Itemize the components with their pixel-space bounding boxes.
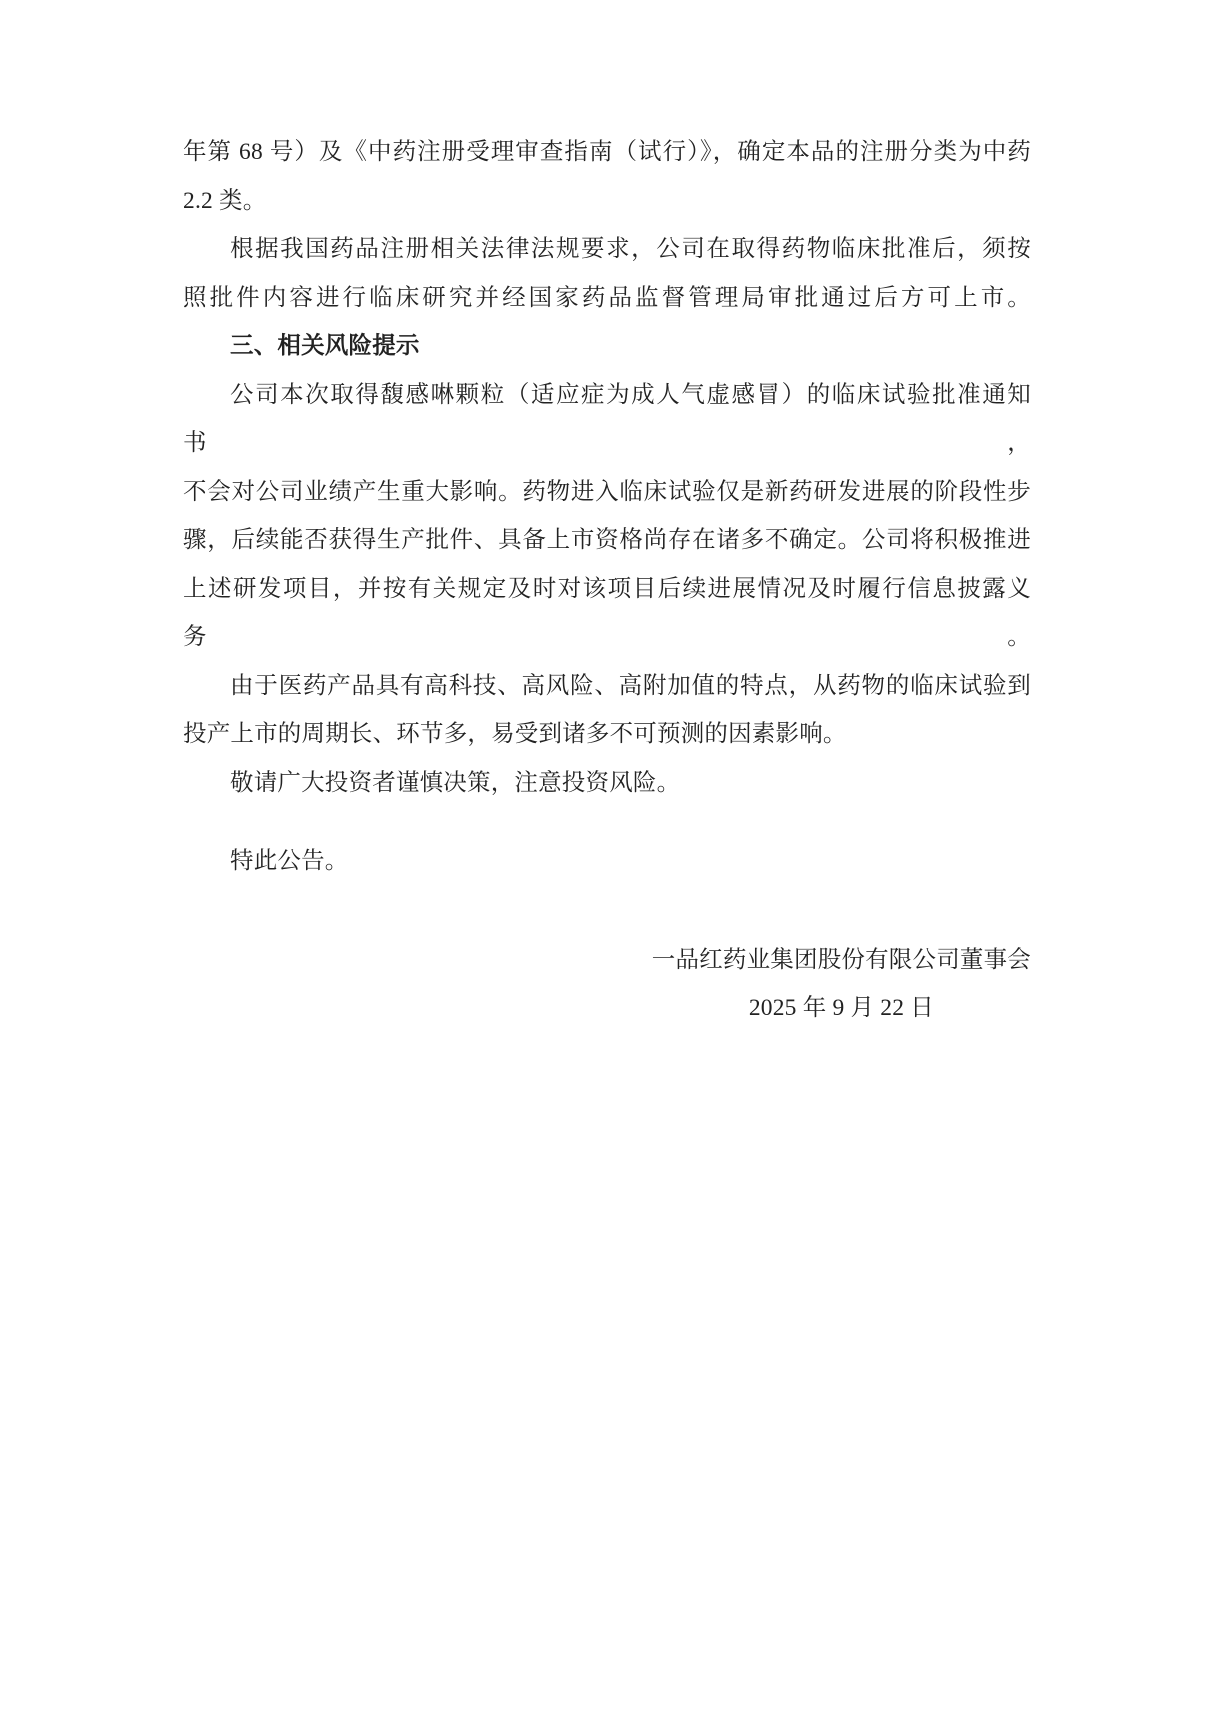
section-heading-risk: 三、相关风险提示 xyxy=(230,333,420,359)
document-line: 骤，后续能否获得生产批件、具备上市资格尚存在诸多不确定。公司将积极推进 xyxy=(183,527,1031,553)
document-line: 不会对公司业绩产生重大影响。药物进入临床试验仅是新药研发进展的阶段性步 xyxy=(183,478,1031,505)
signature-company: 一品红药业集团股份有限公司董事会 xyxy=(651,946,1031,973)
signature-block xyxy=(652,936,1031,1033)
document-line: 公司本次取得馥感啉颗粒（适应症为成人气虚感冒）的临床试验批准通知书， xyxy=(183,381,1031,456)
document-body xyxy=(183,128,1031,1033)
closing-statement: 特此公告。 xyxy=(230,848,349,874)
document-line: 照批件内容进行临床研究并经国家药品监督管理局审批通过后方可上市。 xyxy=(183,284,1031,311)
document-line: 年第 68 号）及《中药注册受理审查指南（试行）》，确定本品的注册分类为中药 xyxy=(183,139,1031,165)
document-line: 由于医药产品具有高科技、高风险、高附加值的特点，从药物的临床试验到 xyxy=(230,672,1031,699)
document-line: 敬请广大投资者谨慎决策，注意投资风险。 xyxy=(230,769,681,796)
document-line: 投产上市的周期长、环节多，易受到诸多不可预测的因素影响。 xyxy=(183,721,847,747)
document-line: 上述研发项目，并按有关规定及时对该项目后续进展情况及时履行信息披露义务。 xyxy=(183,575,1031,650)
document-line: 2.2 类。 xyxy=(183,187,267,214)
document-line: 根据我国药品注册相关法律法规要求，公司在取得药物临床批准后，须按 xyxy=(230,236,1031,262)
signature-date: 2025 年 9 月 22 日 xyxy=(748,995,934,1021)
